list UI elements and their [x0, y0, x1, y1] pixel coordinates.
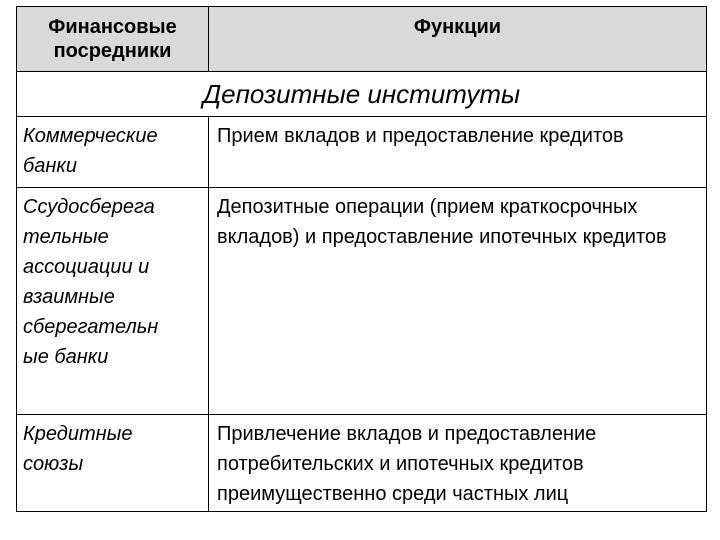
table-row — [17, 415, 707, 512]
intermediary-name — [17, 188, 209, 415]
header-intermediaries-line2: посредники — [53, 40, 172, 62]
financial-intermediaries-table — [16, 6, 707, 512]
section-row — [17, 72, 707, 117]
intermediary-function: Прием вкладов и предоставление кредитов — [209, 117, 707, 188]
header-functions-label: Функции — [413, 16, 502, 38]
table-row — [17, 188, 707, 415]
intermediary-name-line: союзы — [23, 453, 84, 475]
table-row — [17, 117, 707, 188]
intermediary-name-line: Ссудосберега — [23, 196, 155, 218]
intermediary-name-line: тельные — [23, 226, 109, 248]
header-intermediaries-line1: Финансовые — [48, 16, 177, 38]
intermediary-name-line: сберегательн — [23, 316, 159, 338]
intermediary-name — [17, 415, 209, 512]
intermediary-function: Депозитные операции (прием краткосрочных вкладов) и предоставление ипотечных кредитов — [209, 188, 707, 415]
intermediary-name — [17, 117, 209, 188]
intermediary-name-line: взаимные — [23, 286, 115, 308]
intermediary-name-line: ые банки — [23, 346, 109, 368]
intermediary-name-line: ассоциации и — [23, 256, 150, 278]
intermediary-name-line: банки — [23, 155, 77, 177]
intermediary-name-line: Кредитные — [23, 423, 133, 445]
header-functions — [209, 7, 707, 72]
intermediary-function: Привлечение вкладов и предоставление потребительских и ипотечных кредитов преимущественно среди частных лиц — [209, 415, 707, 512]
intermediary-name-line: Коммерческие — [23, 125, 158, 147]
header-intermediaries — [17, 7, 209, 72]
header-row — [17, 7, 707, 72]
section-title: Депозитные институты — [17, 72, 707, 117]
